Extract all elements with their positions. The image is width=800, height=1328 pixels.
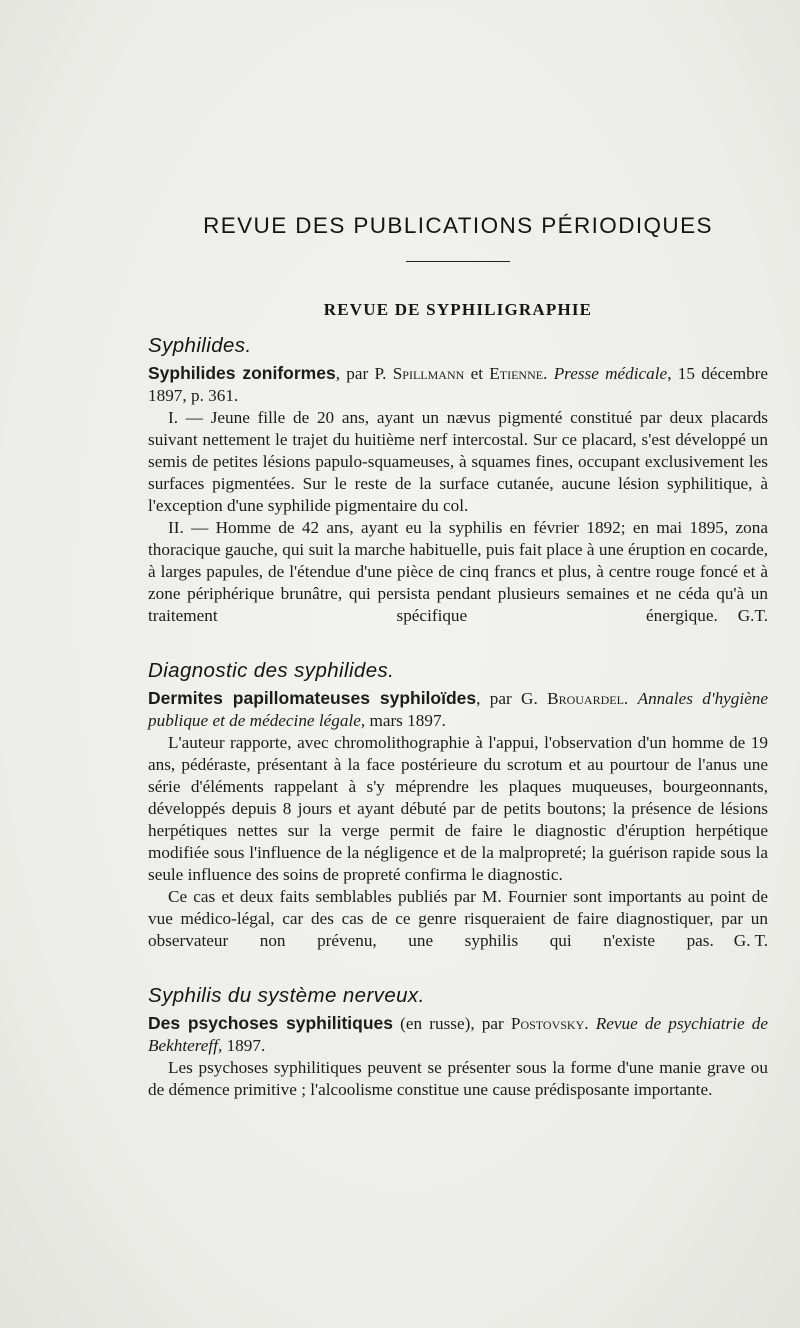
byline-text: et [464, 364, 490, 383]
reference-text: 1897. [222, 1036, 266, 1055]
journal-name: Annales d'hygiène publique et de médecine légale, [148, 689, 769, 730]
signature-initials: G. T. [733, 931, 768, 950]
journal-name: Revue de psychiatrie de Bekhtereff, [148, 1014, 768, 1055]
article-heading-2 [148, 687, 768, 732]
paragraph-text: II. — Homme de 42 ans, ayant eu la syphilis en février 1892; en mai 1895, zona thoracique gauche, qui suit la marche habituelle, puis fait place à une éruption en cocarde, à larges papules, de l'étendue d'une pièce de cinq francs et plus, à centre rouge foncé et à zone périphérique brunâtre, qui persista pendant plusieurs semaines et ne céda qu'à un traitement spécifique énergique. [148, 518, 768, 625]
paragraph [148, 517, 768, 649]
paragraph: I. — Jeune fille de 20 ans, ayant un nævus pigmenté constitué par deux placards suivant nettement le trajet du huitième nerf intercostal. Sur ce placard, s'est développé un semis de petites lésions papulo-squameuses, à squames fines, occupant exclusivement les surfaces pigmentées. Sur le reste de la surface cutanée, aucune lésion syphilitique, à l'exception d'une syphilide pigmentaire du col. [148, 408, 768, 515]
byline-text: . [584, 1014, 596, 1033]
page-title: REVUE DES PUBLICATIONS PÉRIODIQUES [203, 213, 713, 238]
article-title: Syphilides zoniformes [148, 363, 336, 383]
author-name: Etienne [489, 364, 544, 383]
author-name: Brouardel [547, 689, 624, 708]
byline-text: (en russe), par [393, 1014, 511, 1033]
author-name: Postovsky [510, 1014, 585, 1033]
article-title: Des psychoses syphilitiques [148, 1013, 393, 1033]
paragraph: Les psychoses syphilitiques peuvent se présenter sous la forme d'une manie grave ou de démence primitive ; l'alcoolisme constitue une cause prédisposante importante. [148, 1058, 768, 1099]
rubric-diagnostic: Diagnostic des syphilides. [148, 659, 395, 682]
byline-text: , par G. [476, 689, 548, 708]
article-title: Dermites papillomateuses syphiloïdes [148, 688, 477, 708]
journal-name: Presse médicale [553, 364, 668, 383]
paragraph: L'auteur rapporte, avec chromolithographie à l'appui, l'observation d'un homme de 19 ans, pédéraste, présentant à la face postérieure du scrotum et au pourtour de l'anus une série d'éléments rappelant à s'y méprendre les plaques muqueuses, bourgeonnants, développés depuis 8 jours et ayant débuté par de petits boutons; la présence de lésions herpétiques nettes sur la verge permit de faire le diagnostic d'éruption herpétique modifiée sous l'influence de la négligence et de la malpropreté; la guérison rapide sous la seule influence des soins de propreté confirma le diagnostic. [148, 733, 768, 884]
article-heading-1 [148, 362, 768, 407]
byline-text: . [623, 689, 638, 708]
title-rule [406, 261, 510, 262]
paragraph [148, 886, 768, 974]
rubric-nervous-system: Syphilis du système nerveux. [148, 984, 425, 1007]
byline-text: , par P. [335, 364, 393, 383]
byline-text: . [543, 364, 554, 383]
paragraph-text: Ce cas et deux faits semblables publiés par M. Fournier sont importants au point de vue médico-légal, car des cas de ce genre risqueraient de faire diagnostiquer, par un observateur non prévenu, une syphilis qui n'existe pas. [148, 887, 768, 950]
rubric-syphilides: Syphilides. [148, 334, 252, 357]
section-title: REVUE DE SYPHILIGRAPHIE [323, 300, 593, 319]
author-name: Spillmann [392, 364, 465, 383]
page-content [148, 205, 768, 1101]
reference-text: , 15 décembre 1897, p. 361. [148, 364, 769, 405]
reference-text: mars 1897. [365, 711, 446, 730]
signature-initials: G.T. [737, 606, 768, 625]
article-heading-3 [148, 1012, 768, 1057]
